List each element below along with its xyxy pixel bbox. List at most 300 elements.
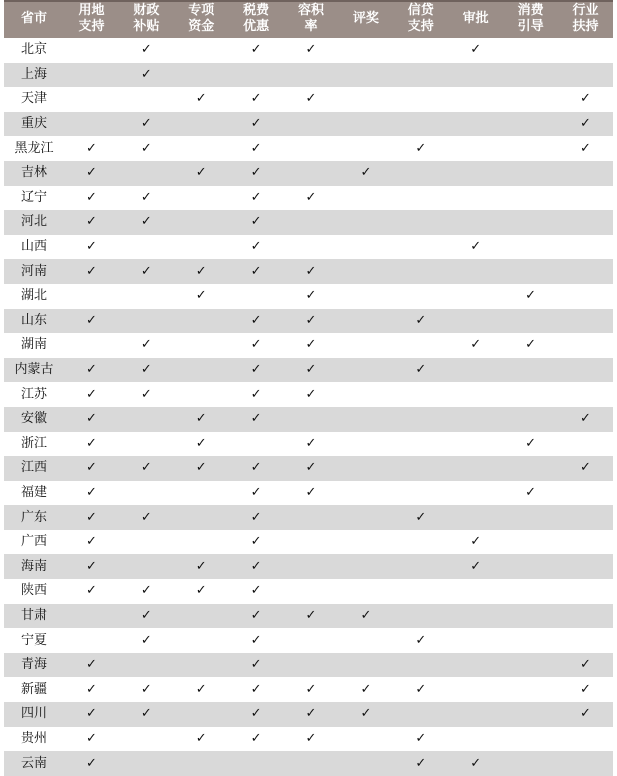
table-row — [4, 235, 613, 260]
check-mark-icon: ✓ — [85, 386, 97, 402]
policy-cell — [558, 309, 613, 334]
policy-cell — [503, 677, 558, 702]
policy-cell — [448, 235, 503, 260]
check-mark-icon: ✓ — [580, 460, 591, 476]
policy-cell — [393, 530, 448, 555]
table-row — [4, 456, 613, 481]
policy-cell — [338, 456, 393, 481]
policy-cell — [119, 653, 174, 678]
policy-cell — [558, 456, 613, 481]
policy-cell — [284, 554, 339, 579]
check-mark-icon: ✓ — [305, 362, 317, 378]
table-row — [4, 186, 613, 211]
policy-cell — [174, 87, 229, 112]
policy-cell — [174, 530, 229, 555]
policy-cell — [174, 186, 229, 211]
policy-cell — [284, 259, 339, 284]
province-cell: 黑龙江 — [14, 140, 54, 156]
policy-cell — [503, 554, 558, 579]
province-cell: 江苏 — [20, 386, 47, 402]
policy-cell — [229, 432, 284, 457]
policy-cell — [338, 481, 393, 506]
check-mark-icon: ✓ — [250, 189, 262, 205]
policy-cell — [448, 481, 503, 506]
check-mark-icon: ✓ — [470, 558, 482, 574]
check-mark-icon: ✓ — [250, 607, 262, 623]
policy-cell — [64, 309, 119, 334]
policy-cell — [448, 382, 503, 407]
policy-cell — [229, 481, 284, 506]
check-mark-icon: ✓ — [140, 583, 152, 599]
policy-cell — [448, 259, 503, 284]
policy-cell — [338, 751, 393, 776]
check-mark-icon: ✓ — [195, 435, 207, 451]
table-row — [4, 63, 613, 88]
policy-cell — [503, 481, 558, 506]
check-mark-icon: ✓ — [580, 706, 591, 722]
province-cell: 山东 — [4, 309, 64, 334]
table-row — [4, 358, 613, 383]
check-mark-icon: ✓ — [85, 140, 97, 156]
policy-cell — [338, 579, 393, 604]
check-mark-icon: ✓ — [85, 706, 97, 722]
check-mark-icon: ✓ — [305, 607, 317, 623]
policy-cell — [229, 309, 284, 334]
policy-cell — [229, 161, 284, 186]
policy-cell — [448, 87, 503, 112]
check-mark-icon: ✓ — [305, 730, 317, 746]
table-row — [4, 702, 613, 727]
check-mark-icon: ✓ — [195, 165, 207, 181]
policy-cell — [558, 186, 613, 211]
policy-cell — [448, 677, 503, 702]
policy-cell — [229, 186, 284, 211]
check-mark-icon: ✓ — [85, 411, 97, 427]
policy-cell — [558, 87, 613, 112]
policy-cell — [393, 382, 448, 407]
check-mark-icon: ✓ — [305, 337, 317, 353]
policy-cell — [338, 259, 393, 284]
policy-cell — [503, 136, 558, 161]
province-cell: 福建 — [20, 484, 47, 500]
check-mark-icon: ✓ — [525, 288, 537, 304]
province-cell: 安徽 — [4, 407, 64, 432]
policy-cell — [229, 554, 284, 579]
policy-cell — [338, 604, 393, 629]
check-mark-icon: ✓ — [250, 214, 262, 230]
check-mark-icon: ✓ — [470, 337, 482, 353]
province-cell: 辽宁 — [20, 189, 47, 205]
table-row — [4, 284, 613, 309]
province-cell: 贵州 — [20, 730, 47, 746]
table-row — [4, 579, 613, 604]
policy-cell — [503, 407, 558, 432]
header-cell-award: 评奖 — [338, 0, 393, 38]
policy-cell — [229, 87, 284, 112]
policy-cell — [284, 604, 339, 629]
policy-cell — [503, 628, 558, 653]
policy-cell — [64, 751, 119, 776]
table-row — [4, 751, 613, 776]
table-row — [4, 112, 613, 137]
check-mark-icon: ✓ — [415, 362, 427, 378]
policy-cell — [393, 309, 448, 334]
policy-cell — [558, 210, 613, 235]
policy-cell — [64, 38, 119, 63]
policy-cell — [284, 309, 339, 334]
policy-cell — [558, 653, 613, 678]
check-mark-icon: ✓ — [140, 386, 152, 402]
policy-cell — [448, 63, 503, 88]
policy-cell — [174, 284, 229, 309]
policy-cell — [119, 382, 174, 407]
check-mark-icon: ✓ — [140, 214, 152, 230]
policy-cell — [229, 530, 284, 555]
policy-cell — [284, 456, 339, 481]
check-mark-icon: ✓ — [360, 165, 372, 181]
policy-cell — [558, 727, 613, 752]
policy-cell — [338, 554, 393, 579]
policy-cell — [284, 186, 339, 211]
policy-cell — [284, 579, 339, 604]
policy-cell — [119, 505, 174, 530]
policy-cell — [448, 358, 503, 383]
check-mark-icon: ✓ — [305, 288, 317, 304]
policy-cell — [64, 505, 119, 530]
policy-cell — [393, 677, 448, 702]
check-mark-icon: ✓ — [580, 91, 591, 107]
policy-cell — [174, 235, 229, 260]
check-mark-icon: ✓ — [85, 214, 97, 230]
policy-cell — [64, 727, 119, 752]
table-row — [4, 210, 613, 235]
policy-cell — [558, 530, 613, 555]
policy-cell — [338, 653, 393, 678]
province-cell: 河南 — [4, 259, 64, 284]
policy-cell — [174, 63, 229, 88]
policy-cell — [174, 161, 229, 186]
policy-cell — [393, 604, 448, 629]
policy-cell — [119, 481, 174, 506]
check-mark-icon: ✓ — [85, 534, 97, 550]
policy-cell — [64, 259, 119, 284]
table-row — [4, 432, 613, 457]
policy-cell — [558, 284, 613, 309]
policy-cell — [284, 432, 339, 457]
policy-cell — [119, 604, 174, 629]
policy-cell — [174, 751, 229, 776]
policy-cell — [558, 481, 613, 506]
header-cell-approval: 审批 — [448, 0, 503, 38]
province-cell: 湖南 — [20, 337, 47, 353]
policy-cell — [338, 432, 393, 457]
policy-cell — [503, 284, 558, 309]
policy-cell — [174, 677, 229, 702]
policy-cell — [558, 358, 613, 383]
check-mark-icon: ✓ — [85, 239, 97, 255]
policy-cell — [448, 432, 503, 457]
policy-cell — [119, 333, 174, 358]
policy-cell — [393, 751, 448, 776]
policy-cell — [503, 112, 558, 137]
policy-cell — [64, 579, 119, 604]
check-mark-icon: ✓ — [85, 460, 97, 476]
check-mark-icon: ✓ — [250, 632, 262, 648]
policy-cell — [338, 358, 393, 383]
policy-cell — [393, 628, 448, 653]
policy-cell — [558, 235, 613, 260]
policy-cell — [174, 653, 229, 678]
policy-cell — [558, 628, 613, 653]
policy-cell — [64, 677, 119, 702]
policy-cell — [448, 751, 503, 776]
policy-cell — [558, 751, 613, 776]
policy-cell — [448, 505, 503, 530]
policy-cell — [393, 161, 448, 186]
policy-cell — [229, 727, 284, 752]
policy-cell — [558, 136, 613, 161]
province-cell: 北京 — [20, 42, 47, 58]
policy-cell — [229, 63, 284, 88]
check-mark-icon: ✓ — [250, 460, 262, 476]
policy-cell — [448, 333, 503, 358]
check-mark-icon: ✓ — [305, 263, 317, 279]
policy-cell — [174, 702, 229, 727]
policy-cell — [229, 136, 284, 161]
policy-cell — [448, 38, 503, 63]
check-mark-icon: ✓ — [250, 362, 262, 378]
policy-cell — [558, 259, 613, 284]
check-mark-icon: ✓ — [250, 657, 262, 673]
policy-cell — [448, 456, 503, 481]
province-cell: 天津 — [20, 91, 47, 107]
policy-cell — [503, 87, 558, 112]
check-mark-icon: ✓ — [85, 681, 97, 697]
check-mark-icon: ✓ — [140, 337, 152, 353]
policy-cell — [338, 309, 393, 334]
policy-cell — [174, 259, 229, 284]
check-mark-icon: ✓ — [85, 263, 97, 279]
policy-cell — [229, 284, 284, 309]
check-mark-icon: ✓ — [85, 755, 97, 771]
policy-cell — [503, 309, 558, 334]
policy-cell — [64, 653, 119, 678]
policy-cell — [448, 727, 503, 752]
province-cell: 河北 — [4, 210, 64, 235]
table-row — [4, 481, 613, 506]
header-cell-fiscal-subsidy: 财政 补贴 — [119, 0, 174, 38]
policy-cell — [338, 210, 393, 235]
policy-cell — [503, 604, 558, 629]
policy-cell — [558, 63, 613, 88]
policy-cell — [393, 333, 448, 358]
check-mark-icon: ✓ — [305, 42, 317, 58]
policy-cell — [174, 554, 229, 579]
check-mark-icon: ✓ — [85, 509, 97, 525]
policy-cell — [64, 136, 119, 161]
check-mark-icon: ✓ — [305, 386, 317, 402]
check-mark-icon: ✓ — [195, 583, 207, 599]
check-mark-icon: ✓ — [305, 681, 317, 697]
check-mark-icon: ✓ — [305, 706, 317, 722]
policy-cell — [284, 358, 339, 383]
policy-cell — [393, 136, 448, 161]
check-mark-icon: ✓ — [360, 607, 372, 623]
check-mark-icon: ✓ — [140, 681, 152, 697]
policy-cell — [64, 481, 119, 506]
policy-cell — [284, 210, 339, 235]
policy-cell — [558, 333, 613, 358]
policy-cell — [229, 235, 284, 260]
policy-cell — [64, 112, 119, 137]
table-row — [4, 333, 613, 358]
policy-cell — [448, 112, 503, 137]
check-mark-icon: ✓ — [580, 657, 591, 673]
policy-cell — [338, 505, 393, 530]
check-mark-icon: ✓ — [85, 558, 97, 574]
check-mark-icon: ✓ — [580, 681, 591, 697]
policy-cell — [338, 677, 393, 702]
policy-cell — [448, 628, 503, 653]
policy-cell — [229, 358, 284, 383]
policy-cell — [338, 407, 393, 432]
province-cell: 广西 — [20, 534, 47, 550]
policy-cell — [229, 505, 284, 530]
check-mark-icon: ✓ — [195, 91, 207, 107]
policy-cell — [64, 604, 119, 629]
table-row — [4, 530, 613, 555]
policy-cell — [284, 333, 339, 358]
check-mark-icon: ✓ — [250, 509, 262, 525]
policy-cell — [448, 309, 503, 334]
policy-cell — [119, 702, 174, 727]
policy-cell — [229, 210, 284, 235]
policy-cell — [393, 87, 448, 112]
policy-cell — [338, 727, 393, 752]
check-mark-icon: ✓ — [140, 116, 152, 132]
check-mark-icon: ✓ — [360, 706, 372, 722]
check-mark-icon: ✓ — [470, 534, 482, 550]
policy-cell — [503, 186, 558, 211]
check-mark-icon: ✓ — [250, 706, 262, 722]
policy-cell — [558, 161, 613, 186]
province-cell: 重庆 — [4, 112, 64, 137]
check-mark-icon: ✓ — [250, 730, 262, 746]
policy-cell — [64, 358, 119, 383]
policy-cell — [284, 63, 339, 88]
policy-cell — [503, 751, 558, 776]
policy-cell — [503, 63, 558, 88]
policy-cell — [174, 309, 229, 334]
policy-cell — [229, 751, 284, 776]
policy-cell — [284, 653, 339, 678]
check-mark-icon: ✓ — [140, 140, 152, 156]
policy-cell — [119, 309, 174, 334]
province-cell: 湖北 — [20, 288, 47, 304]
policy-cell — [284, 505, 339, 530]
check-mark-icon: ✓ — [305, 460, 317, 476]
policy-cell — [503, 333, 558, 358]
policy-cell — [393, 702, 448, 727]
policy-cell — [284, 481, 339, 506]
policy-cell — [174, 579, 229, 604]
policy-cell — [448, 186, 503, 211]
check-mark-icon: ✓ — [580, 116, 591, 132]
header-row — [4, 0, 613, 38]
policy-cell — [284, 751, 339, 776]
policy-cell — [393, 653, 448, 678]
table-row — [4, 407, 613, 432]
policy-cell — [338, 161, 393, 186]
table-row — [4, 161, 613, 186]
policy-cell — [558, 505, 613, 530]
check-mark-icon: ✓ — [250, 239, 262, 255]
policy-cell — [393, 63, 448, 88]
policy-cell — [503, 259, 558, 284]
check-mark-icon: ✓ — [250, 534, 262, 550]
policy-cell — [229, 579, 284, 604]
policy-cell — [338, 186, 393, 211]
policy-cell — [119, 579, 174, 604]
table-body — [4, 38, 613, 776]
check-mark-icon: ✓ — [140, 189, 152, 205]
policy-cell — [64, 530, 119, 555]
policy-cell — [119, 751, 174, 776]
check-mark-icon: ✓ — [85, 730, 97, 746]
policy-cell — [284, 87, 339, 112]
policy-cell — [393, 259, 448, 284]
policy-cell — [448, 407, 503, 432]
policy-cell — [229, 628, 284, 653]
check-mark-icon: ✓ — [140, 632, 152, 648]
policy-cell — [338, 235, 393, 260]
check-mark-icon: ✓ — [195, 263, 207, 279]
policy-cell — [558, 677, 613, 702]
check-mark-icon: ✓ — [415, 632, 427, 648]
policy-cell — [558, 554, 613, 579]
policy-cell — [393, 554, 448, 579]
policy-cell — [64, 235, 119, 260]
check-mark-icon: ✓ — [250, 386, 262, 402]
check-mark-icon: ✓ — [250, 91, 262, 107]
policy-cell — [503, 382, 558, 407]
policy-cell — [448, 702, 503, 727]
policy-cell — [229, 604, 284, 629]
check-mark-icon: ✓ — [250, 140, 262, 156]
policy-cell — [119, 38, 174, 63]
check-mark-icon: ✓ — [195, 460, 207, 476]
policy-cell — [64, 432, 119, 457]
policy-cell — [119, 136, 174, 161]
table-top-border — [4, 0, 613, 2]
policy-cell — [448, 210, 503, 235]
policy-cell — [284, 136, 339, 161]
policy-cell — [503, 358, 558, 383]
policy-cell — [338, 112, 393, 137]
province-cell: 宁夏 — [20, 632, 47, 648]
policy-cell — [393, 235, 448, 260]
policy-cell — [284, 727, 339, 752]
policy-cell — [229, 38, 284, 63]
check-mark-icon: ✓ — [305, 484, 317, 500]
policy-cell — [229, 407, 284, 432]
policy-cell — [229, 456, 284, 481]
policy-cell — [558, 38, 613, 63]
check-mark-icon: ✓ — [415, 140, 427, 156]
policy-cell — [558, 579, 613, 604]
policy-cell — [64, 407, 119, 432]
policy-cell — [64, 382, 119, 407]
